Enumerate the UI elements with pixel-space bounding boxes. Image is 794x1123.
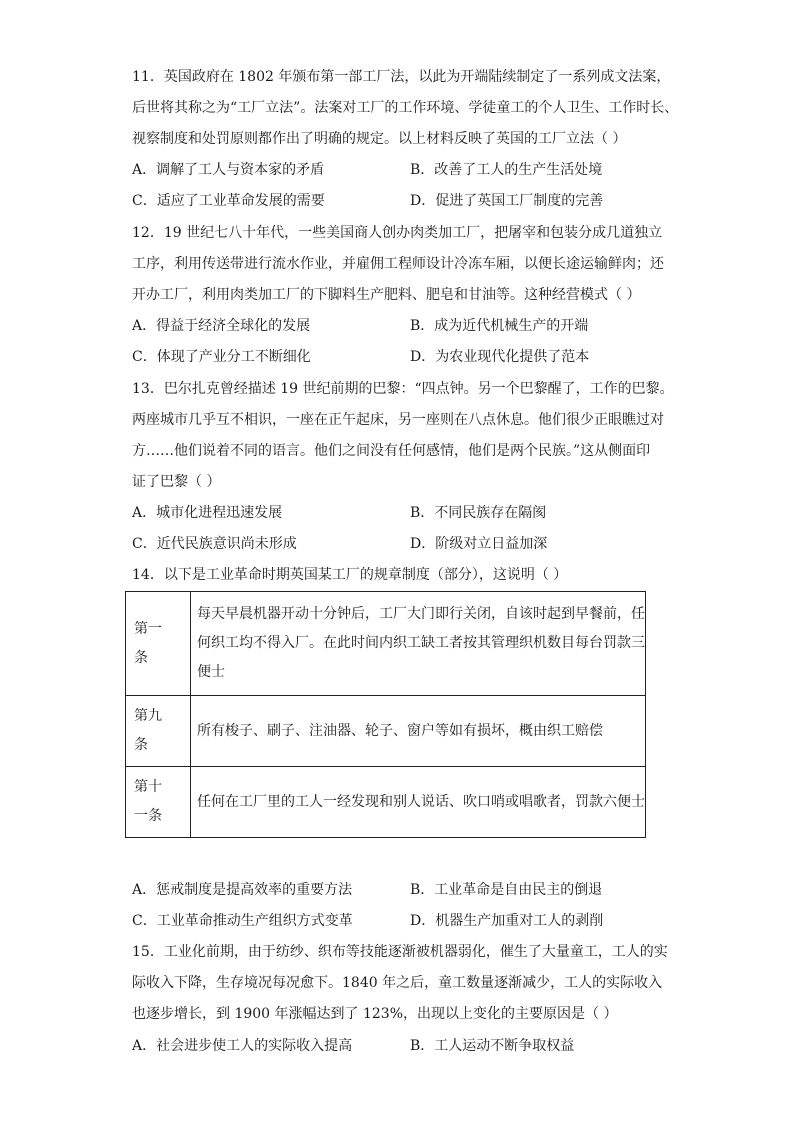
question-text-line: 11．英国政府在 1802 年颁布第一部工厂法，以此为开端陆续制定了一系列成文法案， [132,69,671,85]
rule-number: 条 [134,737,148,753]
rule-number: 第九 [134,708,162,724]
rule-number-cell [126,592,191,696]
option-c: C．近代民族意识尚未形成 [132,536,297,552]
option-b: B．工业革命是自由民主的倒退 [410,882,603,898]
rule-text: 任何在工厂里的工人一经发现和别人说话、吹口哨或唱歌者，罚款六便士 [197,793,645,810]
option-c: C．适应了工业革命发展的需要 [132,193,325,209]
option-d: D．阶级对立日益加深 [410,536,548,552]
option-d: D．为农业现代化提供了范本 [410,349,590,365]
rule-text-cell [191,592,646,696]
question-text-line: 14．以下是工业革命时期英国某工厂的规章制度（部分），这说明（ ） [132,567,568,583]
question-text-line: 15．工业化前期，由于纺纱、织布等技能逐渐被机器弱化，催生了大量童工，工人的实 [132,944,668,960]
rule-text: 便士 [197,664,225,680]
option-a: A．得益于经济全球化的发展 [132,318,311,334]
question-text-line: 工序，利用传送带进行流水作业，并雇佣工程师设计冷冻车厢，以便长途运输鲜肉；还 [132,256,664,272]
question-text-line: 也逐步增长，到 1900 年涨幅达到了 123%，出现以上变化的主要原因是（ ） [132,1006,618,1022]
option-b: B．不同民族存在隔阂 [410,505,547,521]
rule-number: 第十 [134,779,162,795]
question-text-line: 后世将其称之为“工厂立法”。法案对工厂的工作环境、学徒童工的个人卫生、工作时长、 [132,100,679,116]
factory-rules-table [125,591,646,838]
question-text-line: 视察制度和处罚原则都作出了明确的规定。以上材料反映了英国的工厂立法（ ） [132,131,627,147]
option-a: A．社会进步使工人的实际收入提高 [132,1038,353,1054]
rule-text: 所有梭子、刷子、注油器、轮子、窗户等如有损坏，概由织工赔偿 [197,722,603,739]
rule-number: 条 [134,649,148,666]
option-d: D．促进了英国工厂制度的完善 [410,193,604,209]
option-b: B．工人运动不断争取权益 [410,1038,575,1054]
rule-number: 第一 [134,620,162,637]
option-c: C．体现了产业分工不断细化 [132,349,311,365]
question-text-line: 13．巴尔扎克曾经描述 19 世纪前期的巴黎：“四点钟。另一个巴黎醒了，工作的巴黎。 [132,381,674,397]
option-b: B．改善了工人的生产生活处境 [410,162,603,178]
option-a: A．惩戒制度是提高效率的重要方法 [132,882,353,898]
rule-text: 何织工均不得入厂。在此时间内织工缺工者按其管理织机数目每台罚款三 [197,635,645,651]
question-text-line: 方……他们说着不同的语言。他们之间没有任何感情，他们是两个民族。”这从侧面印 [132,443,651,459]
rule-text-cell [191,767,646,838]
table-row [126,767,646,838]
rule-number: 一条 [134,808,162,824]
rule-number-cell [126,767,191,838]
table-row [126,592,646,696]
question-text-line: 际收入下降，生存境况每况愈下。1840 年之后，童工数量逐渐减少，工人的实际收入 [132,975,663,991]
option-d: D．机器生产加重对工人的剥削 [410,913,604,929]
question-text-line: 两座城市几乎互不相识，一座在正午起床，另一座则在八点休息。他们很少正眼瞧过对 [132,412,664,428]
question-text-line: 开办工厂，利用肉类加工厂的下脚料生产肥料、肥皂和甘油等。这种经营模式（ ） [132,287,641,303]
option-c: C．工业革命推动生产组织方式变革 [132,913,353,929]
rule-number-cell [126,696,191,767]
option-a: A．城市化进程迅速发展 [132,505,283,521]
option-b: B．成为近代机械生产的开端 [410,318,589,334]
option-a: A．调解了工人与资本家的矛盾 [132,162,325,178]
question-text-line: 证了巴黎（ ） [132,474,221,490]
question-text-line: 12．19 世纪七八十年代，一些美国商人创办肉类加工厂，把屠宰和包装分成几道独立 [132,225,663,241]
table-row [126,696,646,767]
rule-text: 每天早晨机器开动十分钟后，工厂大门即行关闭，自该时起到早餐前，任 [197,606,645,622]
rule-text-cell [191,696,646,767]
